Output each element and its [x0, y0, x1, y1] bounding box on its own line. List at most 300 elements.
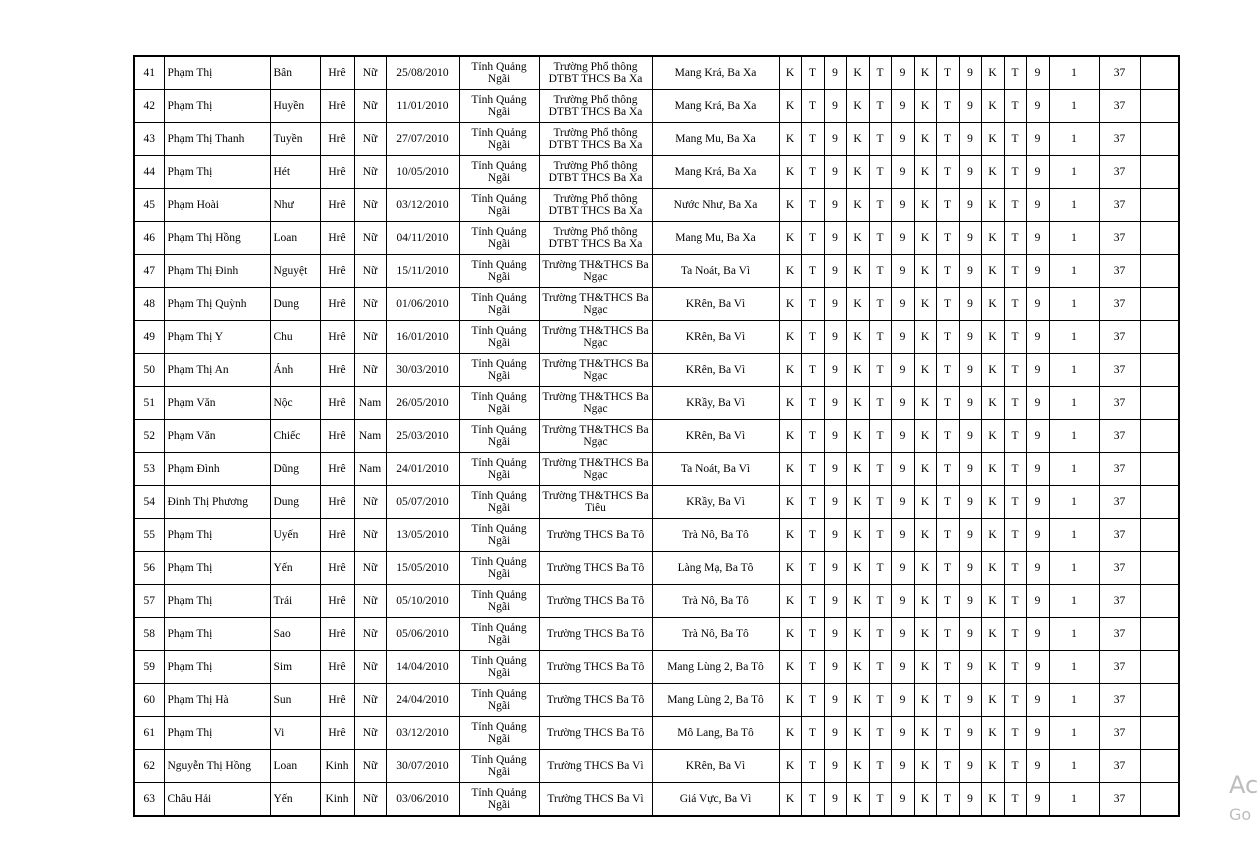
stt-cell: 42 [134, 90, 164, 123]
birth-date-cell: 27/07/2010 [386, 123, 459, 156]
birth-date-cell: 04/11/2010 [386, 222, 459, 255]
grade-cell-4: K [846, 56, 869, 90]
grade-cell-10: K [981, 387, 1004, 420]
table-row [134, 783, 1179, 817]
total-cell: 37 [1099, 453, 1140, 486]
grade-cell-4: K [846, 156, 869, 189]
grade-cell-11: T [1004, 519, 1026, 552]
note-cell [1140, 519, 1179, 552]
table-row [134, 90, 1179, 123]
surname-cell: Phạm Thị Thanh [164, 123, 270, 156]
surname-cell: Phạm Thị [164, 585, 270, 618]
surname-cell: Phạm Văn [164, 420, 270, 453]
grade-cell-1: K [779, 552, 801, 585]
grade-cell-4: K [846, 90, 869, 123]
ethnicity-cell: Hrê [320, 354, 354, 387]
grade-cell-3: 9 [824, 222, 846, 255]
grade-cell-8: T [936, 684, 959, 717]
birthplace-cell: Tỉnh Quảng Ngãi [459, 684, 539, 717]
note-cell [1140, 90, 1179, 123]
grade-cell-1: K [779, 684, 801, 717]
note-cell [1140, 189, 1179, 222]
table-body [134, 56, 1179, 816]
birthplace-cell: Tỉnh Quảng Ngãi [459, 651, 539, 684]
residence-cell: Mang Lùng 2, Ba Tô [652, 684, 779, 717]
count-cell: 1 [1049, 651, 1099, 684]
stt-cell: 61 [134, 717, 164, 750]
grade-cell-1: K [779, 585, 801, 618]
grade-cell-9: 9 [959, 684, 981, 717]
birthplace-cell: Tỉnh Quảng Ngãi [459, 156, 539, 189]
grade-cell-8: T [936, 750, 959, 783]
ethnicity-cell: Hrê [320, 90, 354, 123]
grade-cell-5: T [869, 90, 891, 123]
stt-cell: 55 [134, 519, 164, 552]
grade-cell-10: K [981, 783, 1004, 817]
grade-cell-3: 9 [824, 783, 846, 817]
grade-cell-6: 9 [891, 354, 914, 387]
stt-cell: 62 [134, 750, 164, 783]
grade-cell-8: T [936, 387, 959, 420]
residence-cell: Trà Nô, Ba Tô [652, 618, 779, 651]
stt-cell: 50 [134, 354, 164, 387]
given-name-cell: Yến [270, 783, 320, 817]
grade-cell-11: T [1004, 56, 1026, 90]
count-cell: 1 [1049, 552, 1099, 585]
grade-cell-4: K [846, 453, 869, 486]
grade-cell-12: 9 [1026, 354, 1049, 387]
note-cell [1140, 387, 1179, 420]
stt-cell: 44 [134, 156, 164, 189]
grade-cell-11: T [1004, 453, 1026, 486]
birth-date-cell: 01/06/2010 [386, 288, 459, 321]
school-cell: Trường TH&THCS Ba Ngạc [539, 354, 652, 387]
grade-cell-3: 9 [824, 354, 846, 387]
grade-cell-11: T [1004, 717, 1026, 750]
gender-cell: Nữ [354, 123, 386, 156]
grade-cell-12: 9 [1026, 552, 1049, 585]
total-cell: 37 [1099, 519, 1140, 552]
grade-cell-9: 9 [959, 783, 981, 817]
school-cell: Trường THCS Ba Tô [539, 717, 652, 750]
grade-cell-9: 9 [959, 486, 981, 519]
grade-cell-1: K [779, 90, 801, 123]
stt-cell: 41 [134, 56, 164, 90]
table-row [134, 552, 1179, 585]
grade-cell-11: T [1004, 618, 1026, 651]
grade-cell-11: T [1004, 651, 1026, 684]
grade-cell-1: K [779, 519, 801, 552]
grade-cell-6: 9 [891, 552, 914, 585]
grade-cell-11: T [1004, 255, 1026, 288]
grade-cell-3: 9 [824, 585, 846, 618]
residence-cell: Mô Lang, Ba Tô [652, 717, 779, 750]
total-cell: 37 [1099, 585, 1140, 618]
gender-cell: Nữ [354, 585, 386, 618]
grade-cell-8: T [936, 123, 959, 156]
grade-cell-4: K [846, 288, 869, 321]
table-row [134, 156, 1179, 189]
total-cell: 37 [1099, 123, 1140, 156]
grade-cell-3: 9 [824, 717, 846, 750]
birthplace-cell: Tỉnh Quảng Ngãi [459, 90, 539, 123]
table-row [134, 56, 1179, 90]
grade-cell-5: T [869, 519, 891, 552]
school-cell: Trường THCS Ba Tô [539, 519, 652, 552]
grade-cell-7: K [914, 750, 936, 783]
grade-cell-10: K [981, 618, 1004, 651]
grade-cell-3: 9 [824, 684, 846, 717]
ethnicity-cell: Hrê [320, 288, 354, 321]
total-cell: 37 [1099, 156, 1140, 189]
grade-cell-1: K [779, 189, 801, 222]
grade-cell-8: T [936, 288, 959, 321]
grade-cell-1: K [779, 453, 801, 486]
given-name-cell: Sim [270, 651, 320, 684]
gender-cell: Nữ [354, 651, 386, 684]
grade-cell-2: T [801, 783, 824, 817]
surname-cell: Châu Hải [164, 783, 270, 817]
count-cell: 1 [1049, 90, 1099, 123]
total-cell: 37 [1099, 321, 1140, 354]
activation-watermark-line1: Ac [1229, 771, 1258, 799]
grade-cell-5: T [869, 717, 891, 750]
birth-date-cell: 30/03/2010 [386, 354, 459, 387]
grade-cell-8: T [936, 519, 959, 552]
surname-cell: Phạm Hoài [164, 189, 270, 222]
grade-cell-4: K [846, 552, 869, 585]
birth-date-cell: 25/08/2010 [386, 56, 459, 90]
grade-cell-11: T [1004, 387, 1026, 420]
gender-cell: Nữ [354, 56, 386, 90]
grade-cell-6: 9 [891, 90, 914, 123]
grade-cell-9: 9 [959, 651, 981, 684]
grade-cell-4: K [846, 387, 869, 420]
birth-date-cell: 14/04/2010 [386, 651, 459, 684]
grade-cell-9: 9 [959, 420, 981, 453]
stt-cell: 47 [134, 255, 164, 288]
count-cell: 1 [1049, 519, 1099, 552]
activation-watermark-line2: Go [1229, 805, 1252, 824]
note-cell [1140, 717, 1179, 750]
count-cell: 1 [1049, 684, 1099, 717]
grade-cell-7: K [914, 156, 936, 189]
grade-cell-11: T [1004, 750, 1026, 783]
grade-cell-11: T [1004, 123, 1026, 156]
grade-cell-8: T [936, 618, 959, 651]
birthplace-cell: Tỉnh Quảng Ngãi [459, 56, 539, 90]
gender-cell: Nữ [354, 354, 386, 387]
gender-cell: Nữ [354, 255, 386, 288]
gender-cell: Nữ [354, 783, 386, 817]
grade-cell-4: K [846, 750, 869, 783]
grade-cell-10: K [981, 519, 1004, 552]
grade-cell-6: 9 [891, 453, 914, 486]
given-name-cell: Dung [270, 486, 320, 519]
grade-cell-8: T [936, 354, 959, 387]
grade-cell-2: T [801, 585, 824, 618]
grade-cell-9: 9 [959, 585, 981, 618]
birthplace-cell: Tỉnh Quảng Ngãi [459, 387, 539, 420]
school-cell: Trường TH&THCS Ba Ngạc [539, 255, 652, 288]
student-list-table [133, 55, 1180, 817]
surname-cell: Phạm Thị An [164, 354, 270, 387]
grade-cell-8: T [936, 255, 959, 288]
grade-cell-5: T [869, 387, 891, 420]
grade-cell-7: K [914, 717, 936, 750]
ethnicity-cell: Hrê [320, 222, 354, 255]
grade-cell-6: 9 [891, 783, 914, 817]
ethnicity-cell: Hrê [320, 387, 354, 420]
given-name-cell: Yến [270, 552, 320, 585]
residence-cell: Mang Mu, Ba Xa [652, 222, 779, 255]
birthplace-cell: Tỉnh Quảng Ngãi [459, 519, 539, 552]
grade-cell-4: K [846, 618, 869, 651]
count-cell: 1 [1049, 189, 1099, 222]
grade-cell-6: 9 [891, 420, 914, 453]
grade-cell-12: 9 [1026, 585, 1049, 618]
birthplace-cell: Tỉnh Quảng Ngãi [459, 618, 539, 651]
total-cell: 37 [1099, 56, 1140, 90]
grade-cell-4: K [846, 255, 869, 288]
grade-cell-7: K [914, 651, 936, 684]
grade-cell-6: 9 [891, 156, 914, 189]
grade-cell-10: K [981, 90, 1004, 123]
table-row [134, 717, 1179, 750]
grade-cell-3: 9 [824, 90, 846, 123]
grade-cell-12: 9 [1026, 56, 1049, 90]
school-cell: Trường TH&THCS Ba Ngạc [539, 420, 652, 453]
grade-cell-3: 9 [824, 552, 846, 585]
surname-cell: Phạm Thị [164, 519, 270, 552]
residence-cell: Mang Mu, Ba Xa [652, 123, 779, 156]
count-cell: 1 [1049, 420, 1099, 453]
residence-cell: Giá Vực, Ba Vì [652, 783, 779, 817]
grade-cell-8: T [936, 321, 959, 354]
surname-cell: Phạm Văn [164, 387, 270, 420]
table-row [134, 255, 1179, 288]
grade-cell-2: T [801, 552, 824, 585]
given-name-cell: Hét [270, 156, 320, 189]
total-cell: 37 [1099, 189, 1140, 222]
school-cell: Trường Phổ thông DTBT THCS Ba Xa [539, 123, 652, 156]
birth-date-cell: 03/12/2010 [386, 717, 459, 750]
surname-cell: Phạm Thị Quỳnh [164, 288, 270, 321]
grade-cell-2: T [801, 321, 824, 354]
grade-cell-5: T [869, 783, 891, 817]
grade-cell-6: 9 [891, 222, 914, 255]
given-name-cell: Chu [270, 321, 320, 354]
grade-cell-6: 9 [891, 189, 914, 222]
residence-cell: Trà Nô, Ba Tô [652, 585, 779, 618]
ethnicity-cell: Hrê [320, 420, 354, 453]
grade-cell-2: T [801, 453, 824, 486]
ethnicity-cell: Hrê [320, 618, 354, 651]
grade-cell-12: 9 [1026, 717, 1049, 750]
grade-cell-9: 9 [959, 750, 981, 783]
grade-cell-9: 9 [959, 717, 981, 750]
surname-cell: Nguyễn Thị Hồng [164, 750, 270, 783]
total-cell: 37 [1099, 354, 1140, 387]
given-name-cell: Vi [270, 717, 320, 750]
grade-cell-7: K [914, 90, 936, 123]
grade-cell-2: T [801, 189, 824, 222]
grade-cell-2: T [801, 156, 824, 189]
stt-cell: 48 [134, 288, 164, 321]
grade-cell-10: K [981, 750, 1004, 783]
given-name-cell: Loan [270, 222, 320, 255]
grade-cell-11: T [1004, 222, 1026, 255]
surname-cell: Phạm Thị [164, 618, 270, 651]
count-cell: 1 [1049, 255, 1099, 288]
birthplace-cell: Tỉnh Quảng Ngãi [459, 453, 539, 486]
grade-cell-12: 9 [1026, 288, 1049, 321]
grade-cell-1: K [779, 717, 801, 750]
grade-cell-4: K [846, 420, 869, 453]
grade-cell-9: 9 [959, 552, 981, 585]
grade-cell-5: T [869, 684, 891, 717]
grade-cell-1: K [779, 255, 801, 288]
grade-cell-5: T [869, 651, 891, 684]
grade-cell-5: T [869, 420, 891, 453]
grade-cell-5: T [869, 156, 891, 189]
count-cell: 1 [1049, 156, 1099, 189]
table-row [134, 222, 1179, 255]
stt-cell: 49 [134, 321, 164, 354]
birth-date-cell: 05/10/2010 [386, 585, 459, 618]
given-name-cell: Nộc [270, 387, 320, 420]
birthplace-cell: Tỉnh Quảng Ngãi [459, 750, 539, 783]
grade-cell-4: K [846, 222, 869, 255]
school-cell: Trường THCS Ba Tô [539, 684, 652, 717]
birthplace-cell: Tỉnh Quảng Ngãi [459, 222, 539, 255]
grade-cell-3: 9 [824, 156, 846, 189]
note-cell [1140, 255, 1179, 288]
residence-cell: KRên, Ba Vì [652, 321, 779, 354]
note-cell [1140, 56, 1179, 90]
gender-cell: Nữ [354, 222, 386, 255]
grade-cell-12: 9 [1026, 783, 1049, 817]
grade-cell-2: T [801, 222, 824, 255]
gender-cell: Nữ [354, 486, 386, 519]
gender-cell: Nữ [354, 684, 386, 717]
gender-cell: Nam [354, 453, 386, 486]
grade-cell-7: K [914, 519, 936, 552]
given-name-cell: Tuyền [270, 123, 320, 156]
grade-cell-9: 9 [959, 222, 981, 255]
grade-cell-9: 9 [959, 288, 981, 321]
grade-cell-7: K [914, 222, 936, 255]
grade-cell-10: K [981, 684, 1004, 717]
grade-cell-5: T [869, 56, 891, 90]
birth-date-cell: 10/05/2010 [386, 156, 459, 189]
grade-cell-5: T [869, 321, 891, 354]
grade-cell-12: 9 [1026, 519, 1049, 552]
grade-cell-1: K [779, 56, 801, 90]
birth-date-cell: 15/05/2010 [386, 552, 459, 585]
count-cell: 1 [1049, 354, 1099, 387]
grade-cell-8: T [936, 189, 959, 222]
grade-cell-6: 9 [891, 387, 914, 420]
stt-cell: 59 [134, 651, 164, 684]
stt-cell: 52 [134, 420, 164, 453]
grade-cell-2: T [801, 255, 824, 288]
birthplace-cell: Tỉnh Quảng Ngãi [459, 255, 539, 288]
note-cell [1140, 618, 1179, 651]
grade-cell-8: T [936, 156, 959, 189]
grade-cell-12: 9 [1026, 321, 1049, 354]
ethnicity-cell: Hrê [320, 453, 354, 486]
grade-cell-5: T [869, 189, 891, 222]
count-cell: 1 [1049, 222, 1099, 255]
residence-cell: Làng Mạ, Ba Tô [652, 552, 779, 585]
grade-cell-11: T [1004, 321, 1026, 354]
residence-cell: Mang Krá, Ba Xa [652, 90, 779, 123]
grade-cell-8: T [936, 222, 959, 255]
birthplace-cell: Tỉnh Quảng Ngãi [459, 552, 539, 585]
grade-cell-1: K [779, 486, 801, 519]
school-cell: Trường TH&THCS Ba Ngạc [539, 453, 652, 486]
grade-cell-6: 9 [891, 717, 914, 750]
birthplace-cell: Tỉnh Quảng Ngãi [459, 486, 539, 519]
grade-cell-10: K [981, 123, 1004, 156]
grade-cell-7: K [914, 321, 936, 354]
grade-cell-4: K [846, 486, 869, 519]
grade-cell-9: 9 [959, 90, 981, 123]
grade-cell-11: T [1004, 288, 1026, 321]
given-name-cell: Bân [270, 56, 320, 90]
grade-cell-2: T [801, 519, 824, 552]
grade-cell-9: 9 [959, 255, 981, 288]
surname-cell: Phạm Đình [164, 453, 270, 486]
ethnicity-cell: Hrê [320, 552, 354, 585]
grade-cell-10: K [981, 56, 1004, 90]
birth-date-cell: 16/01/2010 [386, 321, 459, 354]
grade-cell-6: 9 [891, 56, 914, 90]
birthplace-cell: Tỉnh Quảng Ngãi [459, 585, 539, 618]
stt-cell: 51 [134, 387, 164, 420]
birth-date-cell: 05/07/2010 [386, 486, 459, 519]
grade-cell-12: 9 [1026, 123, 1049, 156]
surname-cell: Đinh Thị Phương [164, 486, 270, 519]
stt-cell: 45 [134, 189, 164, 222]
grade-cell-10: K [981, 453, 1004, 486]
birthplace-cell: Tỉnh Quảng Ngãi [459, 123, 539, 156]
total-cell: 37 [1099, 618, 1140, 651]
gender-cell: Nữ [354, 717, 386, 750]
total-cell: 37 [1099, 90, 1140, 123]
birthplace-cell: Tỉnh Quảng Ngãi [459, 288, 539, 321]
table-row [134, 453, 1179, 486]
residence-cell: Mang Krá, Ba Xa [652, 156, 779, 189]
grade-cell-7: K [914, 420, 936, 453]
grade-cell-6: 9 [891, 519, 914, 552]
grade-cell-6: 9 [891, 288, 914, 321]
note-cell [1140, 288, 1179, 321]
school-cell: Trường TH&THCS Ba Ngạc [539, 387, 652, 420]
grade-cell-7: K [914, 585, 936, 618]
count-cell: 1 [1049, 321, 1099, 354]
stt-cell: 56 [134, 552, 164, 585]
ethnicity-cell: Kinh [320, 783, 354, 817]
grade-cell-4: K [846, 717, 869, 750]
gender-cell: Nữ [354, 552, 386, 585]
grade-cell-9: 9 [959, 519, 981, 552]
grade-cell-8: T [936, 56, 959, 90]
grade-cell-12: 9 [1026, 651, 1049, 684]
ethnicity-cell: Hrê [320, 684, 354, 717]
grade-cell-1: K [779, 288, 801, 321]
